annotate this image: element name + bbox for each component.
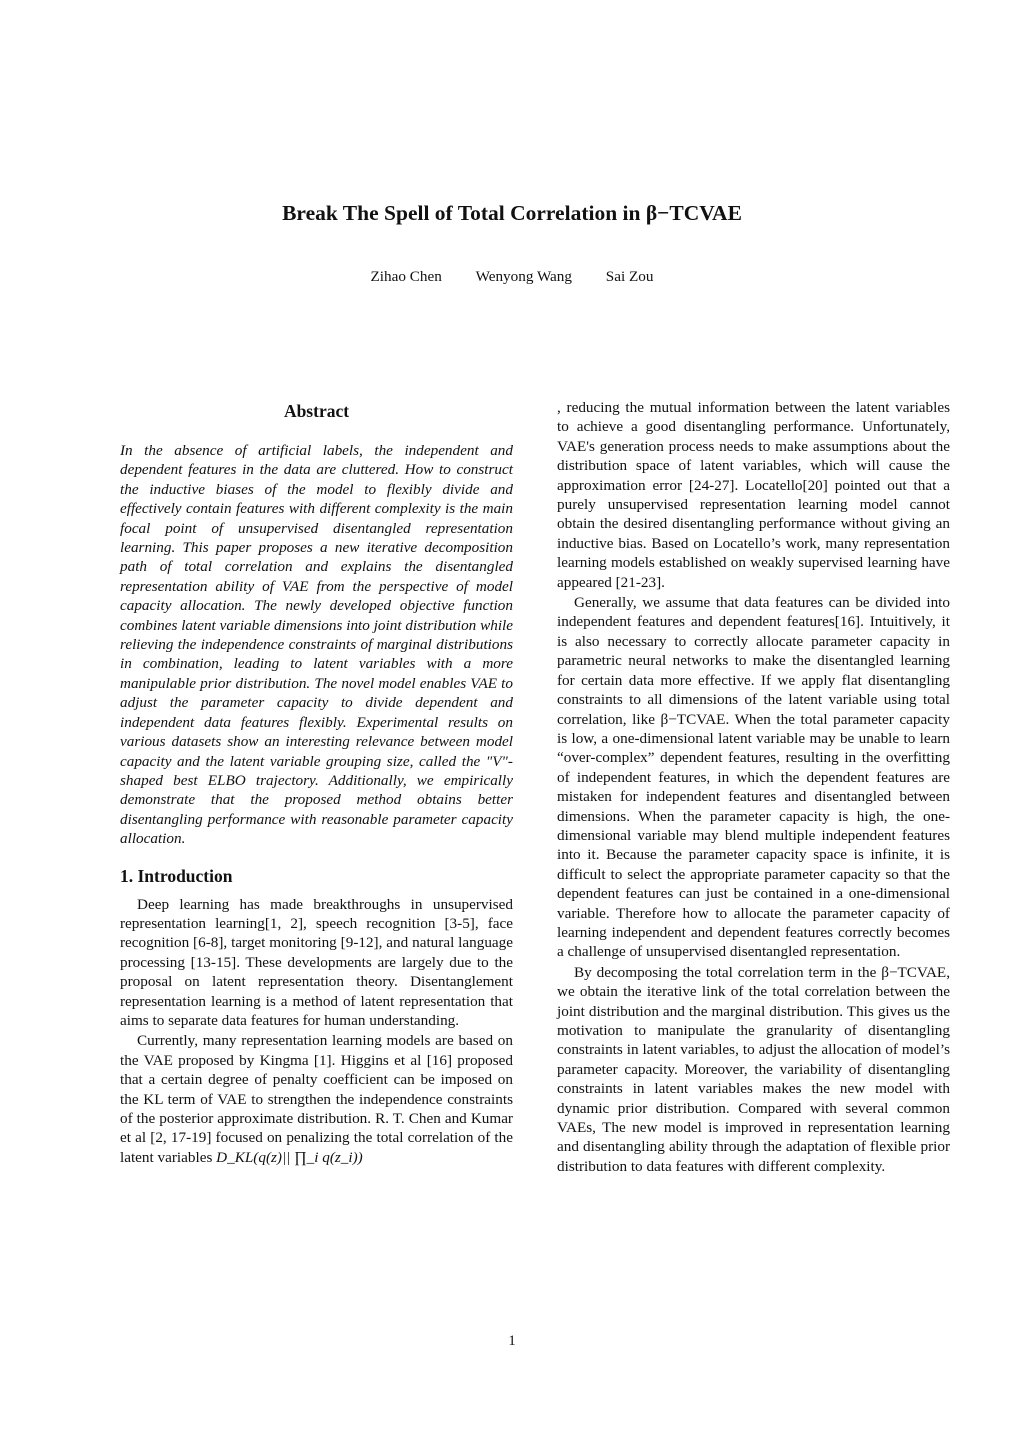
page-number: 1	[508, 1333, 516, 1349]
intro-paragraph-2	[120, 1031, 513, 1167]
kl-formula: D_KL(q(z)|| ∏_i q(z_i))	[216, 1148, 363, 1166]
introduction-heading: 1. Introduction	[120, 865, 233, 886]
abstract-heading: Abstract	[283, 401, 350, 421]
abstract-text: In the absence of artificial labels, the independent and dependent features in the data are cluttered. How to construct the inductive biases of the model to flexibly divide and effectively contain features with different complexity is the main focal point of unsupervised disentangled representation learning. This paper proposes a new iterative decomposition path of total correlation and explains the disentangled representation ability of VAE from the perspective of model capacity allocation. The newly developed objective function combines latent variable dimensions into joint distribution while relieving the independence constraints of marginal distributions in combination, leading to latent variables with a more manipulable prior distribution. The novel model enables VAE to adjust the parameter capacity to divide dependent and independent data features flexibly. Experimental results on various datasets show an interesting relevance between model capacity and the latent variable grouping size, called the "V"-shaped best ELBO trajectory. Additionally, we empirically demonstrate that the proposed method obtains better disentangling performance with reasonable parameter capacity allocation.	[120, 442, 513, 848]
author-list	[0, 268, 1024, 286]
intro-paragraph-3: Generally, we assume that data features can be divided into independent features and dependent features[16]. Intuitively, it is also necessary to correctly allocate parameter capacity in parametric neural networks to make the disentangled learning for certain data more effective. If we apply flat disentangling constraints to all dimensions of the latent variable using total correlation, like β−TCVAE. When the total parameter capacity is low, a one-dimensional latent variable may be unable to learn “over-complex” dependent features, resulting in the overfitting of independent features, in which the dependent features are mistaken for independent features and disentangled between dimensions. When the parameter capacity is high, the one-dimensional variable may blend multiple independent features into it. Because the parameter capacity space is infinite, it is difficult to select the appropriate parameter capacity so that the dependent features can just be contained in a one-dimensional variable. Therefore how to allocate the parameter capacity of learning independent and dependent features correctly becomes a challenge of unsupervised disentangled representation.	[557, 594, 950, 961]
intro-paragraph-2-continued: , reducing the mutual information between the latent variables to achieve a good disentangling performance. Unfortunately, VAE's generation process needs to make assumptions about the distribution space of latent variables, which will cause the approximation error [24-27]. Locatello[20] pointed out that a purely unsupervised representation learning model cannot obtain the desired disentangling performance without giving an inductive bias. Based on Locatello’s work, many representation learning models established on weakly supervised learning have appeared [21-23].	[557, 399, 950, 591]
paper-title: Break The Spell of Total Correlation in β−TCVAE	[282, 201, 742, 225]
intro-paragraph-4: By decomposing the total correlation term in the β−TCVAE, we obtain the iterative link of the total correlation between the joint distribution and the marginal distribution. This gives us the motivation to manipulate the granularity of disentangling constraints in latent variables, to adjust the allocation of model’s parameter capacity. Moreover, the variability of disentangling constraints in latent variables makes the new model with dynamic prior distribution. Compared with several common VAEs, The new model is improved in representation learning and disentangling ability through the adaptation of flexible prior distribution to data features with different complexity.	[557, 963, 950, 1175]
intro-paragraph-1: Deep learning has made breakthroughs in unsupervised representation learning[1, 2], speech recognition [3-5], face recognition [6-8], target monitoring [9-12], and natural language processing [13-15]. These developments are largely due to the proposal on latent representation theory. Disentanglement representation learning is a method of latent representation that aims to separate data features for human understanding.	[120, 895, 513, 1029]
intro-paragraph-2-text: Currently, many representation learning models are based on the VAE proposed by Kingma [1]. Higgins et al [16] proposed that a certain degree of penalty coefficient can be imposed on the KL term of VAE to strengthen the independence constraints of the posterior approximate distribution. R. T. Chen and Kumar et al [2, 17-19] focused on penalizing the total correlation of the latent variables	[120, 1032, 513, 1166]
left-column	[120, 398, 513, 1167]
author-name: Wenyong Wang	[475, 268, 572, 285]
author-name: Zihao Chen	[370, 268, 442, 285]
right-column	[557, 398, 950, 1176]
author-name: Sai Zou	[605, 268, 654, 285]
